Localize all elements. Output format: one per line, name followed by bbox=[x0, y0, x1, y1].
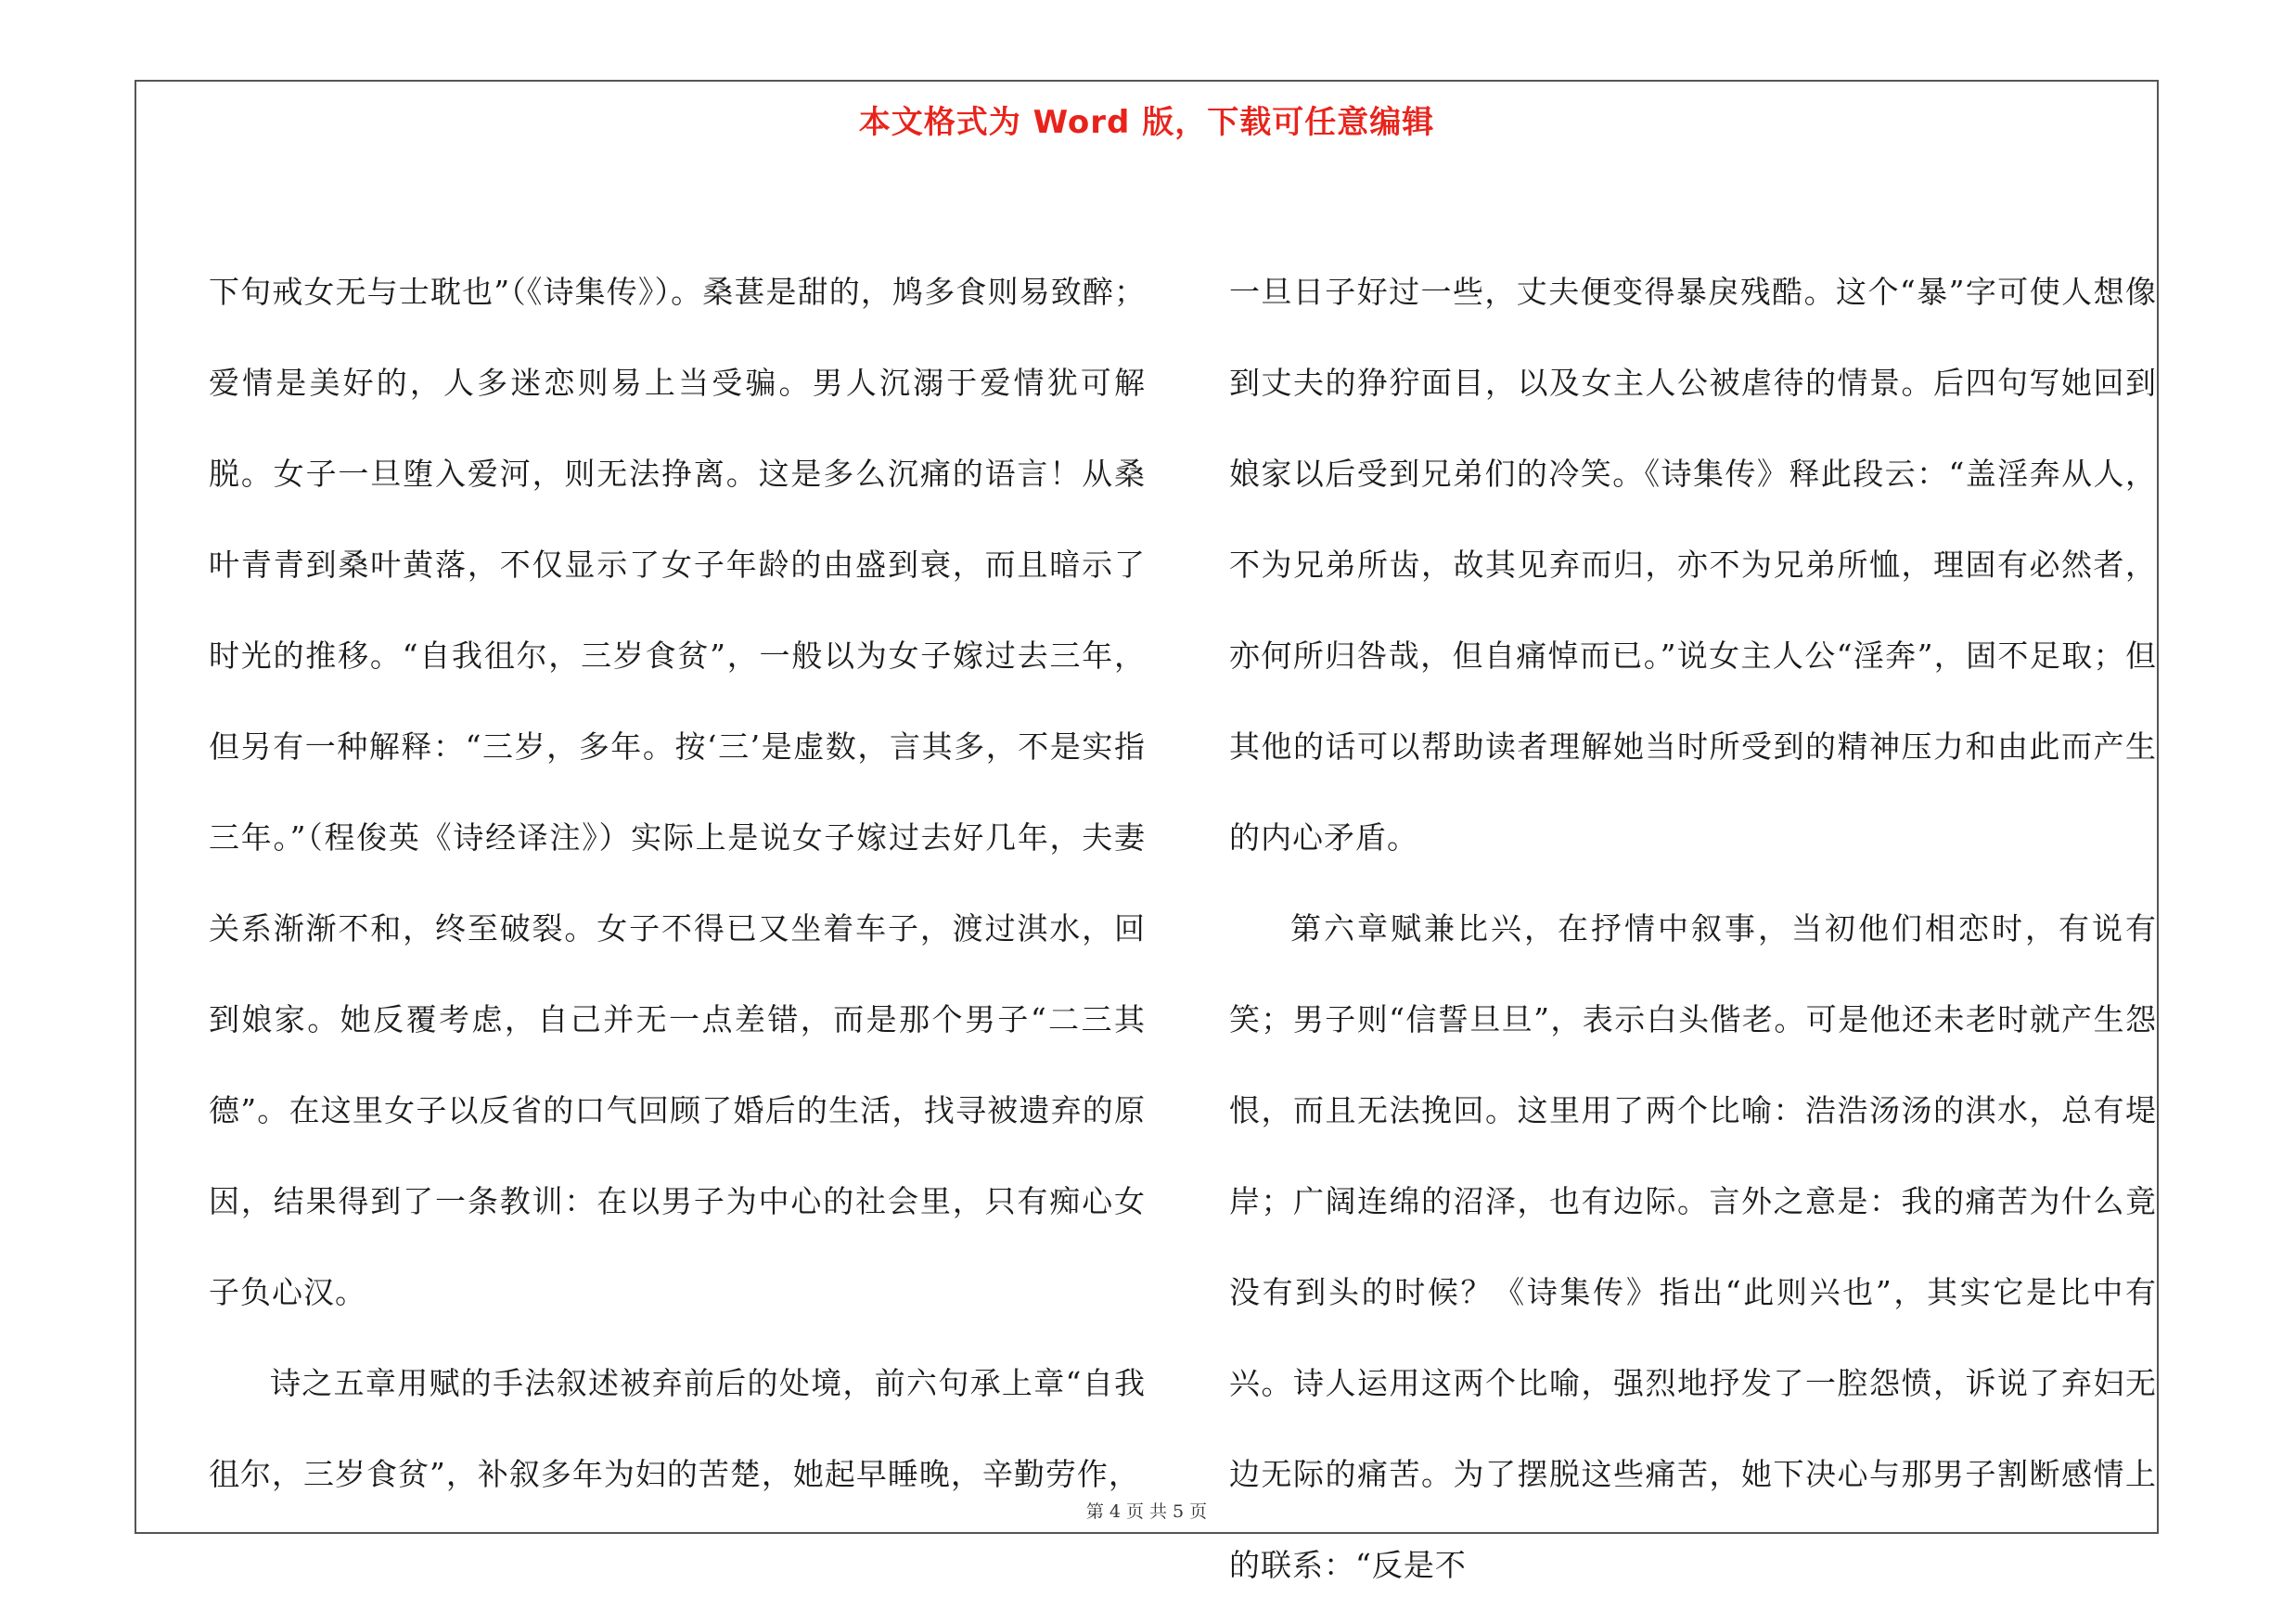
left-paragraph-2: 诗之五章用赋的手法叙述被弃前后的处境，前六句承上章“自我徂尔，三岁食贫”，补叙多年为妇的苦楚，她起早睡晚，辛勤劳作， bbox=[209, 1365, 1146, 1492]
right-paragraph-1: 一旦日子好过一些，丈夫便变得暴戾残酷。这个“暴”字可使人想像到丈夫的狰狞面目，以及女主人公被虐待的情景。后四句写她回到娘家以后受到兄弟们的冷笑。《诗集传》释此段云：“盖淫奔从人，不为兄弟所齿，故其见弃而归，亦不为兄弟所恤，理固有必然者，亦何所归咎哉，但自痛悼而已。”说女主人公“淫奔”，固不足取；但其他的话可以帮助读者理解她当时所受到的精神压力和由此而产生的内心矛盾。 bbox=[1229, 274, 2157, 856]
page-frame bbox=[135, 80, 2159, 1583]
page-number-footer: 第 4 页 共 5 页 bbox=[1085, 1501, 1208, 1522]
right-paragraph-2: 第六章赋兼比兴，在抒情中叙事，当初他们相恋时，有说有笑；男子则“信誓旦旦”，表示白头偕老。可是他还未老时就产生怨恨，而且无法挽回。这里用了两个比喻：浩浩汤汤的淇水，总有堤岸；广阔连绵的沼泽，也有边际。言外之意是：我的痛苦为什么竟没有到头的时候？《诗集传》指出“此则兴也”，其实它是比中有兴。诗人运用这两个比喻，强烈地抒发了一腔怨愤，诉说了弃妇无边无际的痛苦。为了摆脱这些痛苦，她下决心与那男子割断感情上的联系：“反是不 bbox=[1229, 910, 2157, 1583]
right-column bbox=[1229, 247, 2157, 1611]
header-banner: 本文格式为 Word 版，下载可任意编辑 bbox=[858, 104, 1435, 141]
left-paragraph-1: 下句戒女无与士耽也”（《诗集传》）。桑葚是甜的，鸠多食则易致醉；爱情是美好的，人多迷恋则易上当受骗。男人沉溺于爱情犹可解脱。女子一旦堕入爱河，则无法挣离。这是多么沉痛的语言！从桑叶青青到桑叶黄落，不仅显示了女子年龄的由盛到衰，而且暗示了时光的推移。“自我徂尔，三岁食贫”，一般以为女子嫁过去三年，但另有一种解释：“三岁，多年。按‘三’是虚数，言其多，不是实指三年。”（程俊英《诗经译注》）实际上是说女子嫁过去好几年，夫妻关系渐渐不和，终至破裂。女子不得已又坐着车子，渡过淇水，回到娘家。她反覆考虑，自己并无一点差错，而是那个男子“二三其德”。在这里女子以反省的口气回顾了婚后的生活，找寻被遗弃的原因，结果得到了一条教训：在以男子为中心的社会里，只有痴心女子负心汉。 bbox=[209, 274, 1146, 1310]
left-column bbox=[209, 247, 1146, 1520]
